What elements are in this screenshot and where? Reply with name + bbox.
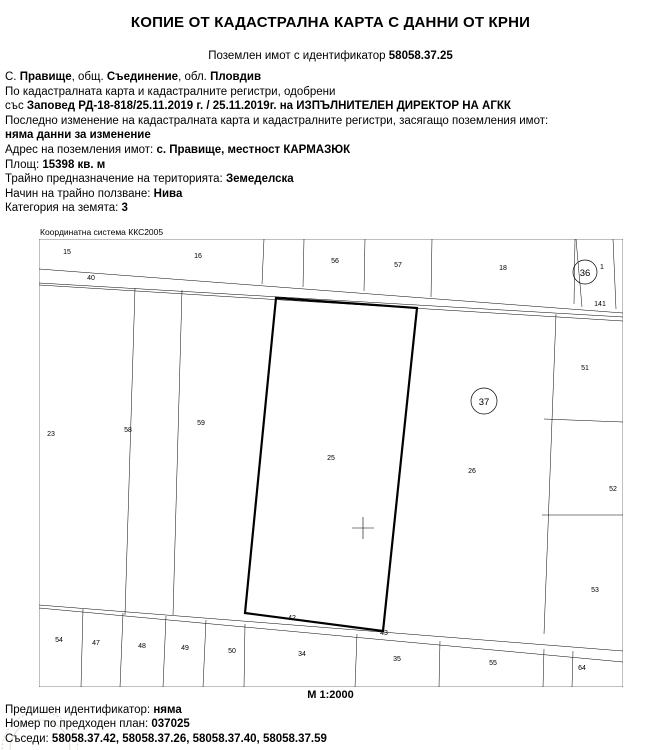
map-scale: М 1:2000 (307, 689, 354, 701)
previous-identifier-value: няма (153, 704, 182, 716)
parcel-number-label: 64 (578, 665, 586, 672)
parcel-number-label: 18 (499, 265, 507, 272)
usage-mode-line: Начин на трайно ползване: Нива (5, 187, 183, 200)
boundary (574, 239, 575, 304)
parcel-number-label: 23 (47, 431, 55, 438)
boundary (544, 419, 623, 422)
last-change-value: няма данни за изменение (5, 129, 151, 142)
previous-plan-line: Номер по предходен план: 037025 (5, 718, 190, 731)
usage-mode-value: Нива (153, 187, 183, 200)
boundary (439, 641, 440, 687)
parcel-number-label: 54 (55, 637, 63, 644)
parcel-number-label: 55 (489, 660, 497, 667)
parcel-number-label: 16 (194, 253, 202, 260)
neighbors-value: 58058.37.42, 58058.37.26, 58058.37.40, 58058.37.59 (51, 732, 327, 745)
category-value: 3 (121, 202, 128, 215)
category-line: Категория на земята: 3 (5, 202, 128, 215)
boundary (244, 624, 245, 687)
identifier-value: 58058.37.25 (388, 50, 453, 62)
land-use-value: Земеделска (225, 173, 294, 186)
parcel-number-label: 53 (591, 587, 599, 594)
previous-plan-value: 037025 (151, 718, 190, 731)
parcel-number-label: 48 (138, 643, 146, 650)
road-edge-bottom-1 (39, 605, 623, 651)
parcel-number-label: 35 (393, 656, 401, 663)
property-info (5, 70, 655, 216)
parcel-number-label: 49 (181, 645, 189, 652)
footer-info (5, 703, 327, 746)
boundary (355, 634, 357, 687)
parcel-number-label: 58 (124, 427, 132, 434)
boundary (163, 616, 166, 687)
road-edge-top-1 (39, 269, 623, 313)
identifier-label: Поземлен имот с идентификатор (208, 50, 386, 62)
parcel-number-label: 1 (600, 264, 604, 271)
parcel-number-label: 40 (87, 275, 95, 282)
centroid-cross-icon (352, 517, 374, 539)
parcel-number-label: 43 (380, 630, 388, 637)
approval-line-2: със Заповед РД-18-818/25.11.2019 г. / 25.11.2019г. на ИЗПЪЛНИТЕЛЕН ДИРЕКТОР НА АГКК (5, 100, 511, 113)
boundary (544, 314, 556, 634)
parcel-number-label: 141 (594, 301, 606, 308)
approval-line-1: По кадастралната карта и кадастралните регистри, одобрени (5, 85, 336, 98)
boundary (613, 239, 616, 309)
approval-order: Заповед РД-18-818/25.11.2019 г. / 25.11.2019г. на ИЗПЪЛНИТЕЛЕН ДИРЕКТОР НА АГКК (26, 100, 511, 113)
boundary (203, 620, 206, 687)
parcel-number-label: 57 (394, 262, 402, 269)
parcel-number-label: 50 (228, 648, 236, 655)
cadastral-map (39, 239, 623, 687)
parcel-number-label: 42 (288, 615, 296, 622)
municipality-name: Съединение (106, 71, 179, 83)
block-number-label: 37 (478, 397, 490, 408)
parcel-number-label: 51 (581, 365, 589, 372)
boundary (431, 239, 432, 297)
parcel-number-label: 26 (468, 468, 476, 475)
neighbors-line: Съседи: 58058.37.42, 58058.37.26, 58058.37.40, 58058.37.59 (5, 732, 327, 745)
boundary (125, 288, 135, 615)
address-line: Адрес на поземления имот: с. Правище, местност КАРМАЗЮК (5, 143, 351, 156)
previous-identifier-line: Предишен идентификатор: няма (5, 704, 182, 716)
parcel-number-label: 25 (327, 455, 335, 462)
area-line: Площ: 15398 кв. м (5, 158, 106, 171)
boundary (120, 613, 123, 687)
parcel-number-label: 34 (298, 651, 306, 658)
parcel-number-label: 47 (92, 640, 100, 647)
road-edge-bottom-2 (39, 608, 623, 662)
region-name: Пловдив (210, 71, 262, 83)
boundary (173, 290, 182, 615)
address-value: с. Правище, местност КАРМАЗЮК (156, 143, 351, 156)
boundary (262, 239, 264, 284)
subject-parcel-outline (245, 298, 417, 631)
parcel-number-label: 59 (197, 420, 205, 427)
parcel-number-label: 52 (609, 486, 617, 493)
document-title: КОПИЕ ОТ КАДАСТРАЛНА КАРТА С ДАННИ ОТ КРНИ (130, 14, 531, 31)
block-number-label: 36 (579, 268, 591, 279)
identifier-line (0, 50, 661, 62)
boundary (572, 651, 573, 687)
village-name: Правище (19, 71, 72, 83)
land-use-line: Трайно предназначение на територията: Земеделска (5, 173, 294, 186)
road-edge-top-2 (39, 283, 623, 317)
boundary (81, 609, 83, 687)
coordinate-system: Координатна система ККС2005 (40, 227, 164, 237)
parcel-number-label: 56 (331, 258, 339, 265)
last-change-label: Последно изменение на кадастралната карта и кадастралните регистри, засягащо поземления имот: (5, 114, 549, 127)
location-line: С. Правище, общ. Съединение, обл. Пловдив (5, 71, 262, 83)
boundary (364, 239, 365, 291)
boundary (303, 239, 304, 287)
parcel-number-label: 15 (63, 249, 71, 256)
area-value: 15398 кв. м (42, 158, 106, 171)
